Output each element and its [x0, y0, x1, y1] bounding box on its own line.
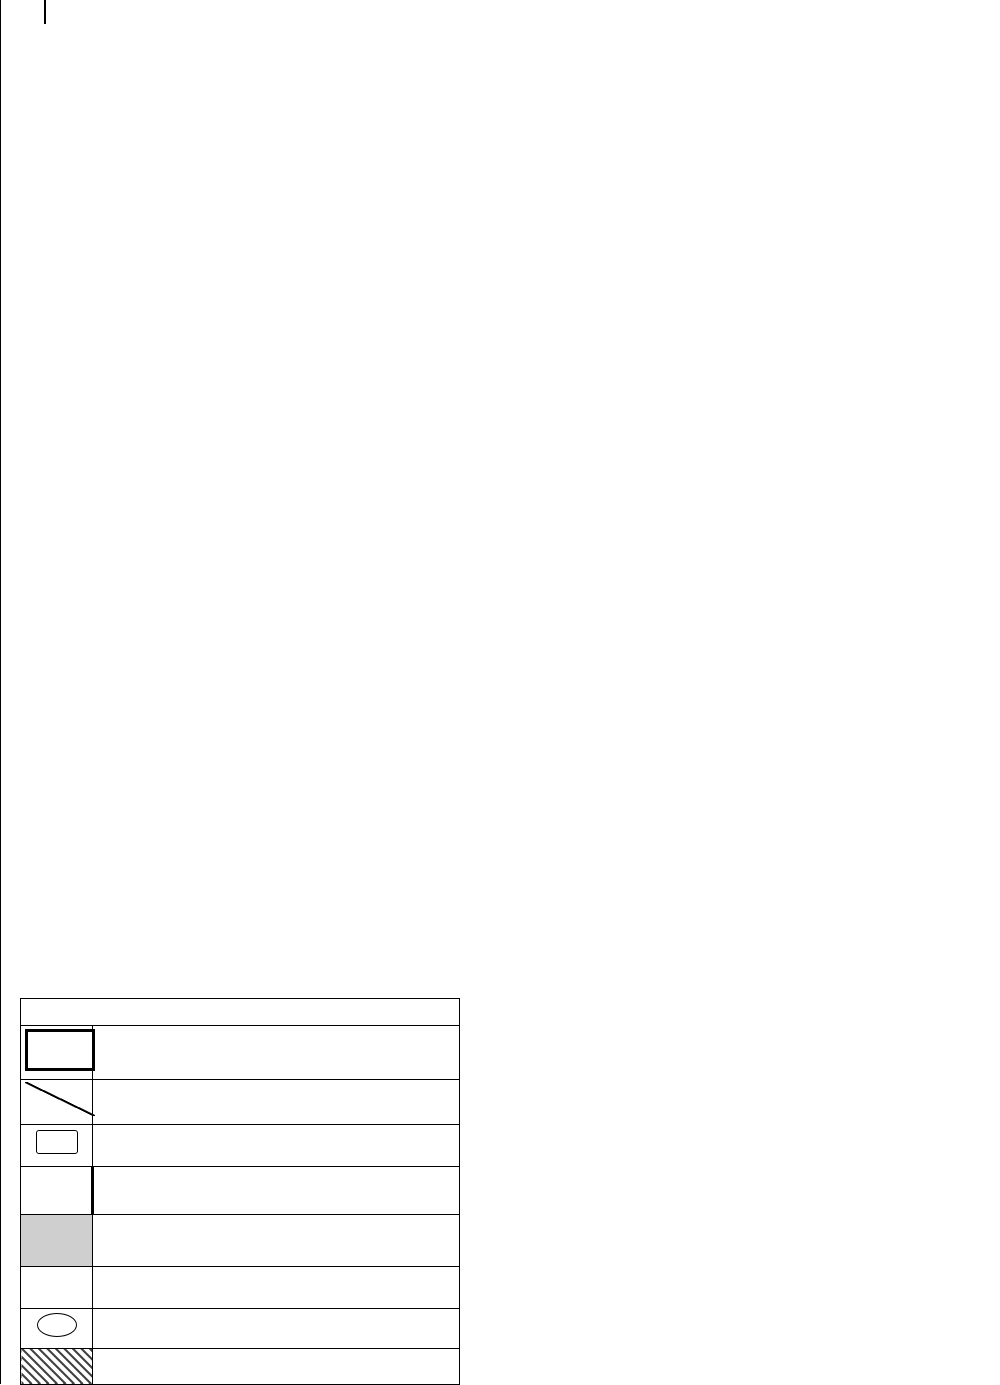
legend-swatch-thick [21, 1026, 93, 1080]
legend-swatch-slash [21, 1080, 93, 1125]
legend-swatch-box [21, 1124, 93, 1166]
legend-item [93, 1266, 460, 1308]
legend-item [93, 1080, 460, 1125]
legend-item [93, 1214, 460, 1266]
legend-heading [21, 999, 460, 1026]
legend-swatch-oval [21, 1308, 93, 1348]
legend [20, 998, 460, 1385]
legend-item [93, 1308, 460, 1348]
page-title [0, 0, 1000, 26]
legend-item [93, 1026, 460, 1080]
legend-swatch-quarter [21, 1166, 93, 1214]
page-border [0, 0, 1, 1384]
legend-item [93, 1124, 460, 1166]
legend-swatch-gray [21, 1214, 93, 1266]
legend-swatch-hatch [21, 1348, 93, 1384]
legend-star [21, 1266, 93, 1308]
legend-item [93, 1348, 460, 1384]
legend-item [93, 1166, 460, 1214]
